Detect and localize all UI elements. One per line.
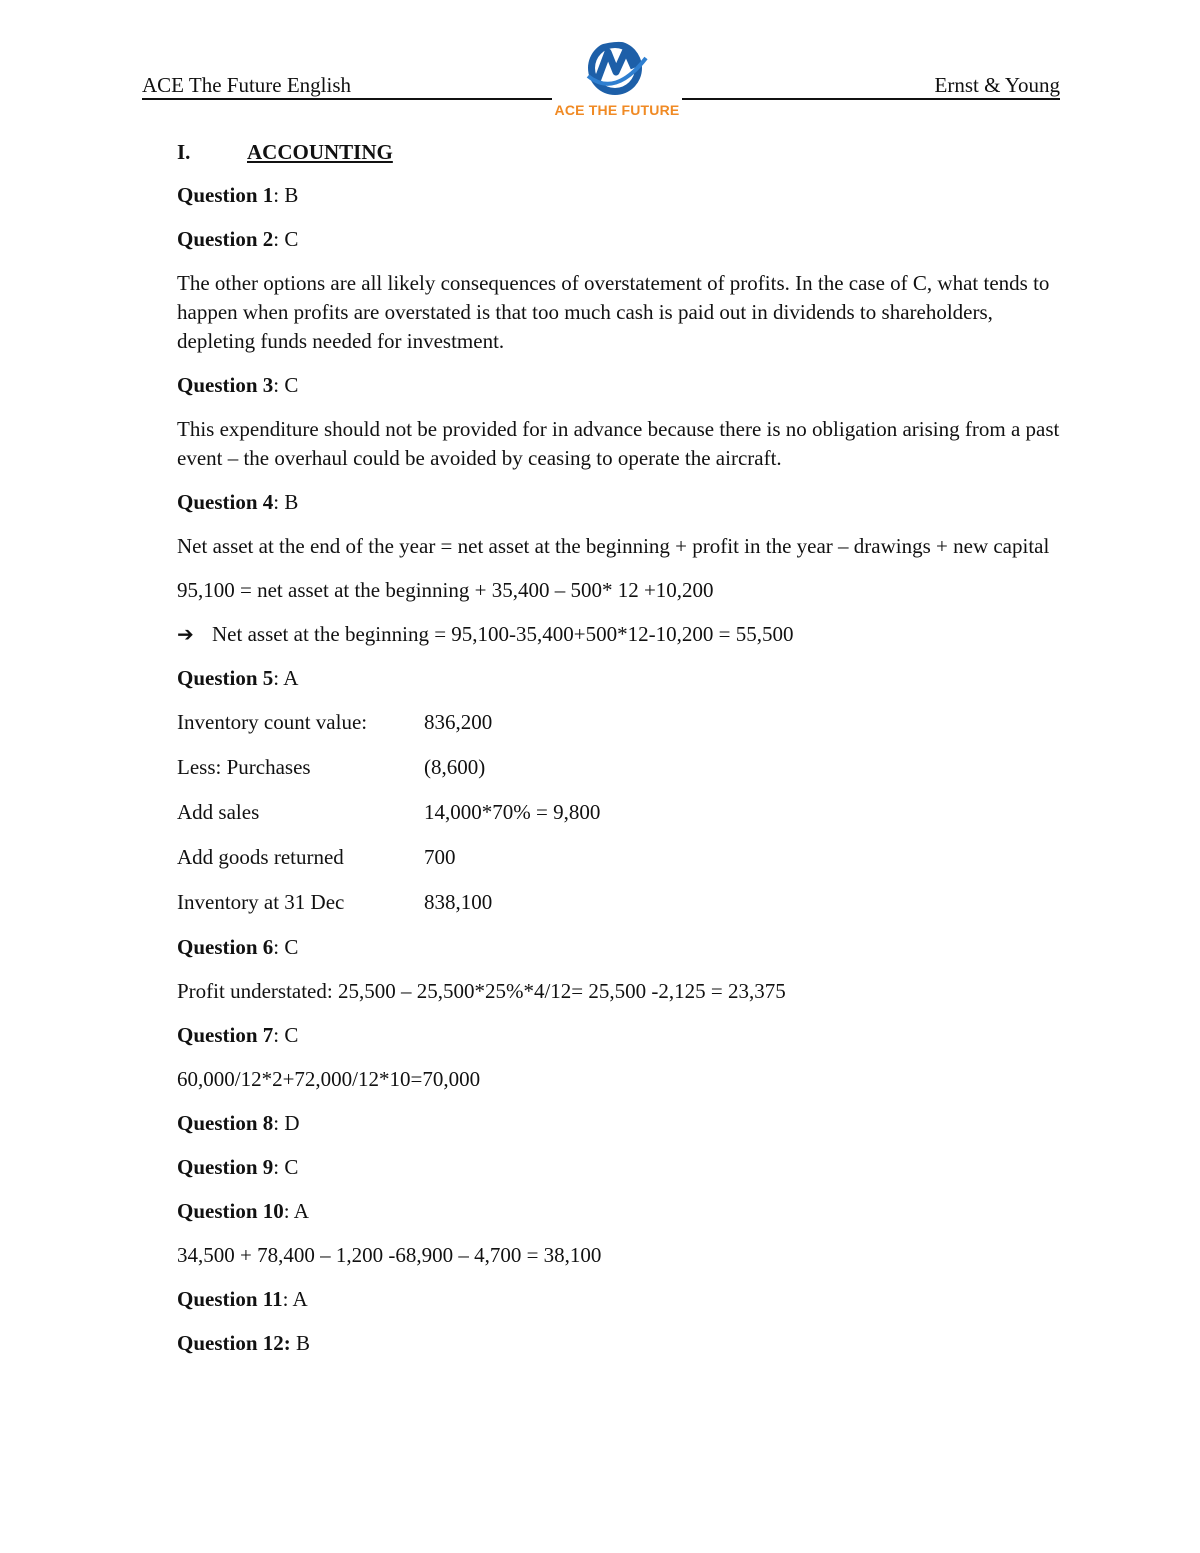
question-label: Question 7 <box>177 1023 274 1047</box>
header-left-text: ACE The Future English <box>142 73 352 97</box>
header-right-text: Ernst & Young <box>934 73 1060 97</box>
inventory-row-value: 836,200 <box>424 710 493 734</box>
question-answer: : D <box>273 1111 300 1135</box>
section-number: I. <box>177 140 191 164</box>
inventory-row <box>177 888 1067 917</box>
inventory-row-label: Add goods returned <box>177 845 344 869</box>
section-title: ACCOUNTING <box>247 140 393 164</box>
question-answer: : A <box>283 1199 309 1223</box>
question-answer: : B <box>273 490 299 514</box>
question-answer: : C <box>273 1155 299 1179</box>
question-label: Question 2 <box>177 227 274 251</box>
question-answer: B <box>290 1331 311 1355</box>
question-6-working: Profit understated: 25,500 – 25,500*25%*4/12= 25,500 -2,125 = 23,375 <box>177 979 786 1003</box>
question-10 <box>177 1197 1067 1226</box>
question-12 <box>177 1329 1067 1358</box>
document-body <box>177 138 1067 1373</box>
question-7 <box>177 1021 1067 1050</box>
inventory-row-label: Less: Purchases <box>177 755 311 779</box>
question-label: Question 1 <box>177 183 274 207</box>
inventory-row-value: 14,000*70% = 9,800 <box>424 800 601 824</box>
inventory-row <box>177 798 1067 827</box>
question-answer: : B <box>273 183 299 207</box>
inventory-row <box>177 843 1067 872</box>
inventory-row-value: 700 <box>424 845 456 869</box>
question-label: Question 5 <box>177 666 274 690</box>
question-1 <box>177 181 1067 210</box>
inventory-row-value: (8,600) <box>424 755 486 779</box>
inventory-row-label: Inventory count value: <box>177 710 368 734</box>
question-label: Question 11 <box>177 1287 283 1311</box>
question-9 <box>177 1153 1067 1182</box>
question-label: Question 10 <box>177 1199 284 1223</box>
question-label: Question 12: <box>177 1331 291 1355</box>
question-2-explanation: The other options are all likely consequences of overstatement of profits. In the case of C, what tends to happen when profits are overstated is that too much cash is paid out in dividends to shareholders, depleting funds needed for investment. <box>177 271 1050 353</box>
inventory-row-value: 838,100 <box>424 890 493 914</box>
inventory-row-label: Add sales <box>177 800 260 824</box>
question-answer: : C <box>273 935 299 959</box>
question-3-explanation: This expenditure should not be provided for in advance because there is no obligation arising from a past event – the overhaul could be avoided by ceasing to operate the aircraft. <box>177 417 1060 470</box>
inventory-row <box>177 753 1067 782</box>
ace-globe-logo-icon <box>584 38 650 98</box>
question-3 <box>177 371 1067 400</box>
question-8 <box>177 1109 1067 1138</box>
section-heading <box>177 138 1067 167</box>
question-4 <box>177 488 1067 517</box>
question-10-working: 34,500 + 78,400 – 1,200 -68,900 – 4,700 = 38,100 <box>177 1243 602 1267</box>
question-5 <box>177 664 1067 693</box>
question-answer: : C <box>273 1023 299 1047</box>
question-label: Question 4 <box>177 490 274 514</box>
question-2 <box>177 225 1067 254</box>
question-label: Question 9 <box>177 1155 274 1179</box>
arrow-right-icon: ➔ <box>177 622 194 646</box>
question-7-working: 60,000/12*2+72,000/12*10=70,000 <box>177 1067 481 1091</box>
question-4-formula: Net asset at the end of the year = net asset at the beginning + profit in the year – drawings + new capital <box>177 534 1050 558</box>
inventory-row <box>177 708 1067 737</box>
question-label: Question 6 <box>177 935 274 959</box>
question-4-equation: 95,100 = net asset at the beginning + 35,400 – 500* 12 +10,200 <box>177 578 714 602</box>
question-answer: : C <box>273 373 299 397</box>
logo-text: ACE THE FUTURE <box>554 102 680 118</box>
question-label: Question 3 <box>177 373 274 397</box>
question-answer: : C <box>273 227 299 251</box>
question-answer: : A <box>273 666 299 690</box>
question-4-result <box>177 620 1067 649</box>
question-11 <box>177 1285 1067 1314</box>
question-6 <box>177 933 1067 962</box>
inventory-row-label: Inventory at 31 Dec <box>177 890 345 914</box>
question-4-result-text: Net asset at the beginning = 95,100-35,400+500*12-10,200 = 55,500 <box>212 622 794 646</box>
question-label: Question 8 <box>177 1111 274 1135</box>
ace-logo <box>552 34 682 124</box>
question-answer: : A <box>282 1287 308 1311</box>
